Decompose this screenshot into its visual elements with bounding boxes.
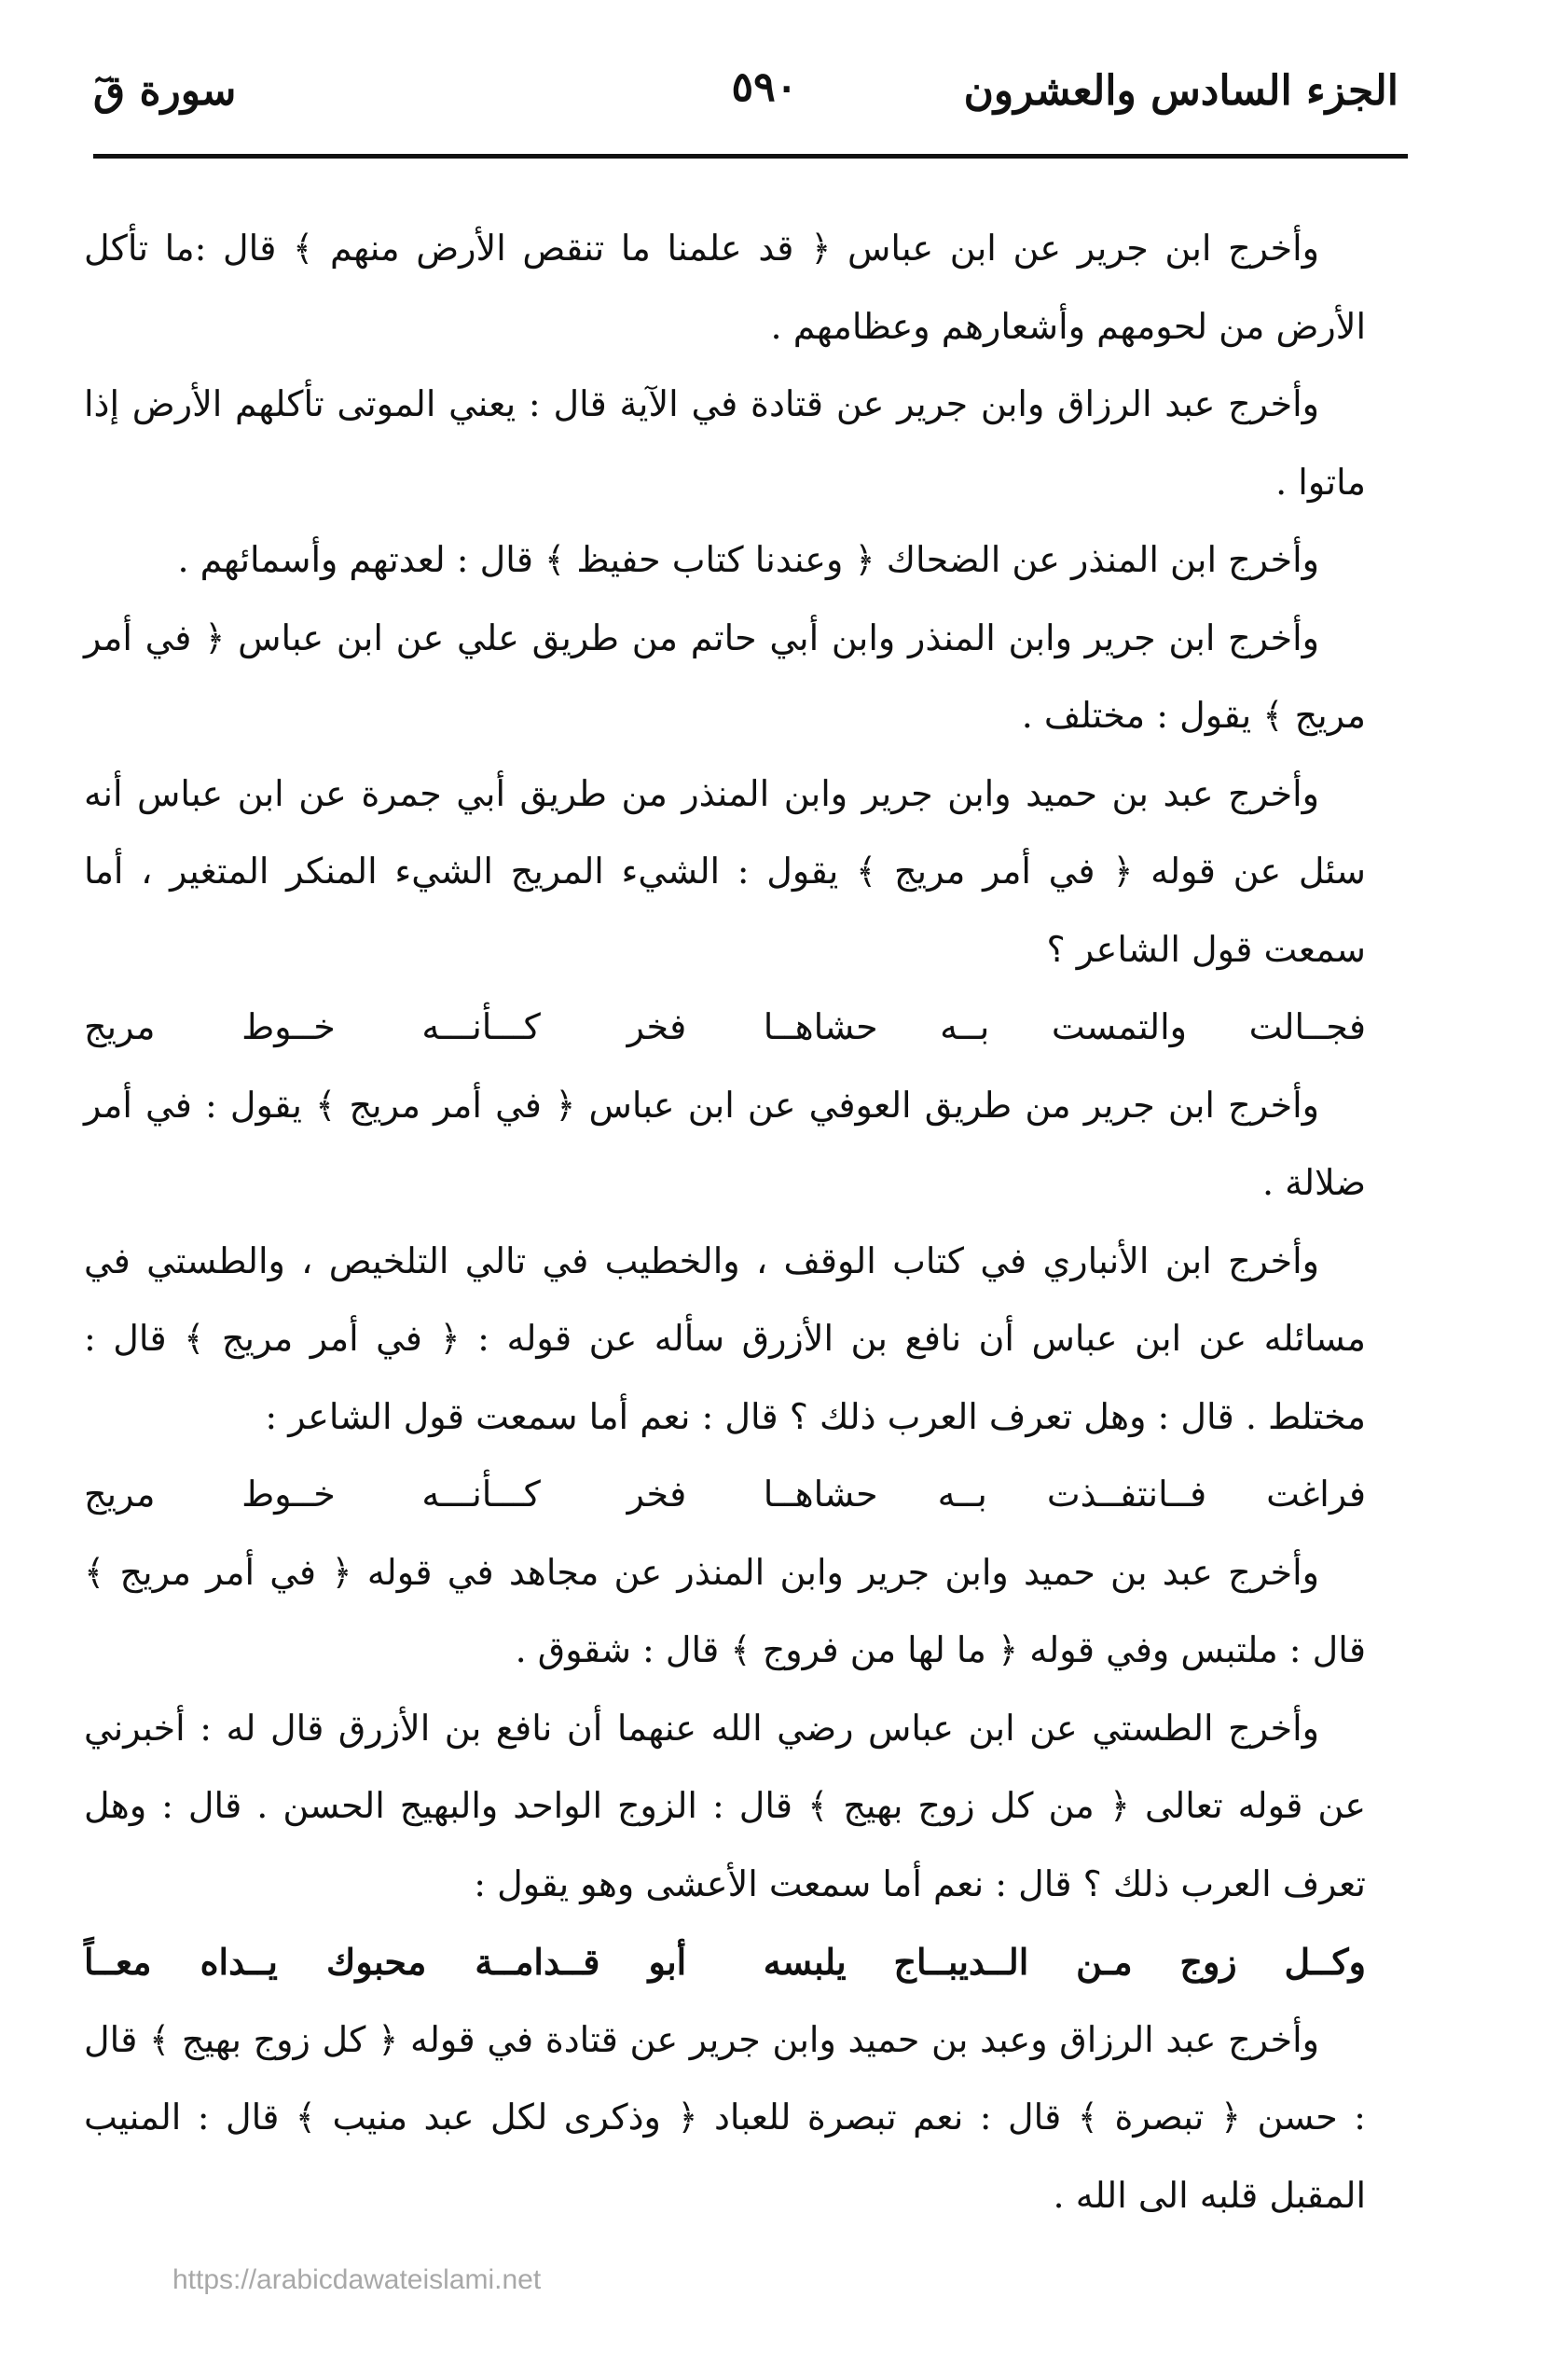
paragraph: وأخرج ابن المنذر عن الضحاك ﴿ وعندنا كتاب حفيظ ﴾ قال : لعدتهم وأسمائهم . [177,539,1319,580]
paragraph: وأخرج ابن جرير من طريق العوفي عن ابن عباس ﴿ في أمر مريج ﴾ يقول : في أمر ضلالة . [84,1084,1366,1203]
verse-first-hemistich: وكــل زوج مـن الــديبــاج يلبسه [763,1941,1366,1983]
verse-second-hemistich: أبو قــدامــة محبوك يــداه معــاً [84,1941,687,1983]
paragraph: وأخرج ابن الأنباري في كتاب الوقف ، والخطيب في تالي التلخيص ، والطستي في مسائله عن ابن عباس أن نافع بن الأزرق سأله عن قوله : ﴿ في أمر مريج ﴾ قال : مختلط . قال : وهل تعرف العرب ذلك ؟ قال : نعم أما سمعت قول الشاعر : [84,1239,1366,1437]
header-rule [93,154,1408,159]
verse-second-hemistich: فخر كـــأنـــه خــوط مريج [84,1006,687,1047]
verse-second-hemistich: فخر كـــأنـــه خــوط مريج [84,1474,687,1515]
verse-first-hemistich: فراغت فــانتفــذت بــه حشاهــا [763,1474,1366,1515]
part-title: الجزء السادس والعشرون [963,67,1398,115]
verse-first-hemistich: فجــالت والتمست بــه حشاهــا [763,1006,1366,1047]
paragraph: وأخرج ابن جرير عن ابن عباس ﴿ قد علمنا ما تنقص الأرض منهم ﴾ قال :ما تأكل الأرض من لحومهم وأشعارهم وعظامهم . [84,228,1366,347]
page-body [84,210,1366,2235]
page-number: ٥٩٠ [731,63,798,111]
paragraph: وأخرج عبد الرزاق وابن جرير عن قتادة في الآية قال : يعني الموتى تأكلهم الأرض إذا ماتوا . [84,383,1366,503]
paragraph: وأخرج ابن جرير وابن المنذر وابن أبي حاتم من طريق علي عن ابن عباس ﴿ في أمر مريج ﴾ يقول : مختلف . [84,616,1366,736]
paragraph: وأخرج عبد الرزاق وعبد بن حميد وابن جرير عن قتادة في قوله ﴿ كل زوج بهيج ﴾ قال : حسن ﴿ تبصرة ﴾ قال : نعم تبصرة للعباد ﴿ وذكرى لكل عبد منيب ﴾ قال : المنيب المقبل قلبه الى الله . [84,2018,1366,2216]
poetry-verse [84,1923,1366,2001]
paragraph: وأخرج عبد بن حميد وابن جرير وابن المنذر من طريق أبي جمرة عن ابن عباس أنه سئل عن قوله ﴿ في أمر مريج ﴾ يقول : الشيء المريج الشيء المنكر المتغير ، أما سمعت قول الشاعر ؟ [84,772,1366,970]
poetry-verse [84,989,1366,1067]
watermark-url: https://arabicdawateislami.net [172,2264,542,2295]
paragraph: وأخرج الطستي عن ابن عباس رضي الله عنهما أن نافع بن الأزرق قال له : أخبرني عن قوله تعالى ﴿ من كل زوج بهيج ﴾ قال : الزوج الواحد والبهيج الحسن . قال : وهل تعرف العرب ذلك ؟ قال : نعم أما سمعت الأعشى وهو يقول : [84,1707,1366,1904]
page-header [93,58,1398,160]
surah-title: سورة قٓ [93,67,237,115]
poetry-verse [84,1456,1366,1534]
paragraph: وأخرج عبد بن حميد وابن جرير وابن المنذر عن مجاهد في قوله ﴿ في أمر مريج ﴾ قال : ملتبس وفي قوله ﴿ ما لها من فروج ﴾ قال : شقوق . [84,1551,1366,1670]
